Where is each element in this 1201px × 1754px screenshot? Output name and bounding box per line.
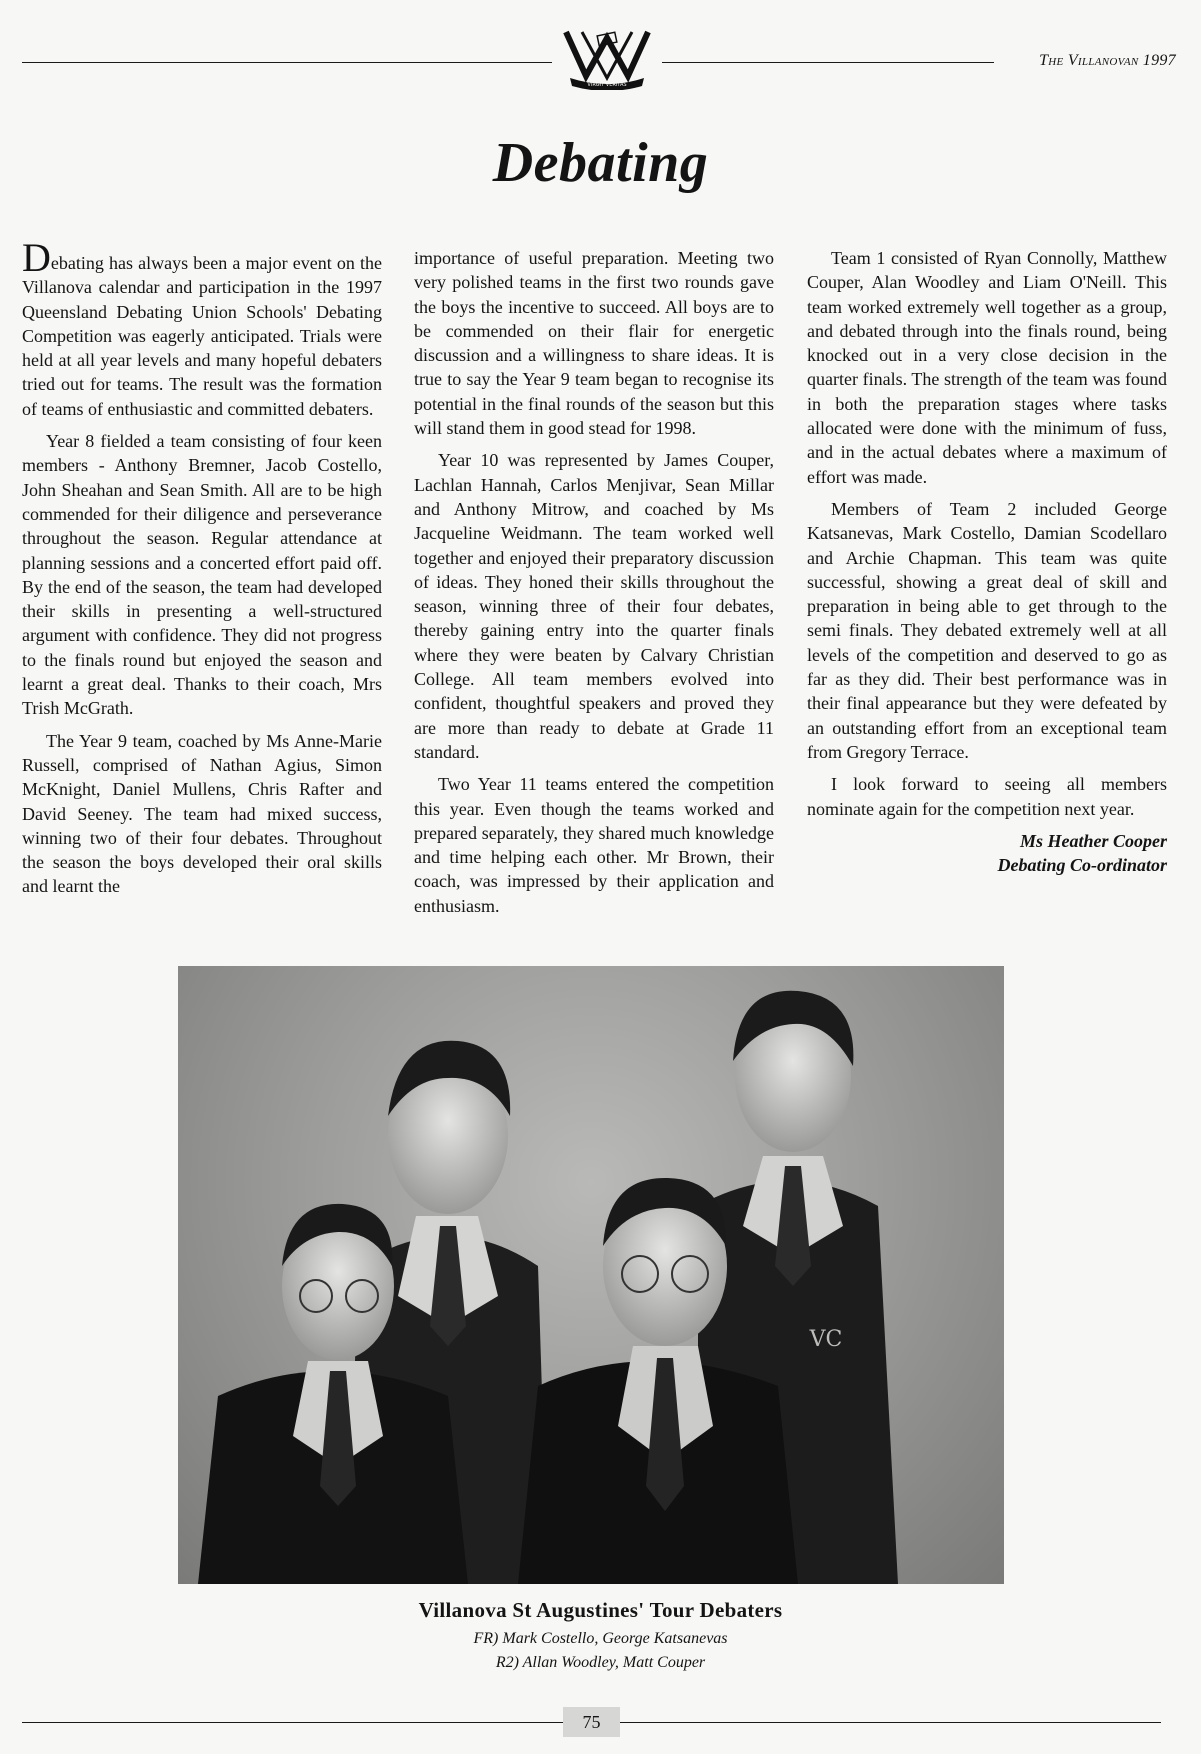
page-number: 75 [563, 1707, 620, 1737]
paragraph: The Year 9 team, coached by Ms Anne-Marie Russell, comprised of Nathan Agius, Simon McKnight, Daniel Mullens, Chris Rafter and David Seeney. The team had mixed success, winning two of their four debates. Throughout the season the boys developed their oral skills and learnt the [22, 730, 382, 897]
blazer-badge: VC [809, 1327, 843, 1352]
footer-rule-left [22, 1722, 563, 1723]
header-rule-right [662, 62, 994, 63]
paragraph: Year 10 was represented by James Couper, Lachlan Hannah, Carlos Menjivar, Sean Millar and Anthony Mitrow, and coached by Ms Jacqueline Weidmann. The team worked well together and enjoyed their preparatory discussion of ideas. They honed their skills throughout the season, winning three of their four debates, thereby gaining entry into the quarter finals where they were beaten by Calvary Christian College. All team members evolved into confident, thoughtful speakers and proved they are more than ready to debate at Grade 11 standard. [414, 450, 774, 762]
svg-text:VIRGIT VERITAS: VIRGIT VERITAS [587, 82, 627, 88]
paragraph: Team 1 consisted of Ryan Connolly, Matthew Couper, Alan Woodley and Liam O'Neill. This team worked extremely well together as a group, and debated through into the finals round, being knocked out in a very close decision in the quarter finals. The strength of the team was found in both the preparation stages where tasks allocated were done with the minimum of fuss, and in the actual debates where a maximum of effort was made. [807, 248, 1167, 487]
paragraph: Members of Team 2 included George Katsanevas, Mark Costello, Damian Scodellaro and Archie Chapman. This team was quite successful, showing a great deal of skill and preparation in being able to get through to the semi finals. They debated extremely well at all levels of the competition and deserved to go as far as they did. Their best performance was in their final appearance but they were defeated by an outstanding effort from an exceptional team from Gregory Terrace. [807, 498, 1167, 762]
article-column-1 [22, 235, 382, 907]
article-column-2 [414, 246, 774, 926]
team-photo [178, 966, 1004, 1584]
running-head: The Villanovan 1997 [1039, 52, 1176, 69]
paragraph: Year 8 fielded a team consisting of four keen members - Anthony Bremner, Jacob Costello, John Sheahan and Sean Smith. All are to be high commended for their diligence and perseverance throughout the season. Regular attendance at planning sessions and a concerted effort paid off. By the end of the season, the team had developed their skills in presenting a well-structured argument with confidence. They did not progress to the finals round but enjoyed the season and learnt a great deal. Thanks to their coach, Mrs Trish McGrath. [22, 431, 382, 719]
header-rule-left [22, 62, 552, 63]
team-photo-illustration [178, 966, 1004, 1584]
footer-rule-right [620, 1722, 1161, 1723]
signature-role: Debating Co-ordinator [997, 855, 1167, 876]
photo-caption-title: Villanova St Augustines' Tour Debaters [418, 1598, 783, 1622]
paragraph: Debating has always been a major event on the Villanova calendar and participation in the 1997 Queensland Debating Union Schools' Debating Competition was eagerly anticipated. Trials were held at all year levels and many hopeful debaters tried out for teams. The result was the formation of teams of enthusiastic and committed debaters. [22, 235, 382, 419]
college-crest-logo [552, 28, 662, 90]
photo-caption-line-1: FR) Mark Costello, George Katsanevas [473, 1630, 728, 1647]
page-title: Debating [492, 132, 709, 194]
signature-name: Ms Heather Cooper [1019, 830, 1167, 851]
paragraph: Two Year 11 teams entered the competition this year. Even though the teams worked and prepared separately, they shared much knowledge and time helping each other. Mr Brown, their coach, was impressed by their application and enthusiasm. [414, 774, 774, 916]
article-column-3 [807, 246, 1167, 877]
paragraph: importance of useful preparation. Meeting two very polished teams in the first two rounds gave the boys the incentive to succeed. All boys are to be commended on their flair for energetic discussion and a willingness to share ideas. It is true to say the Year 9 team began to recognise its potential in the final rounds of the season but this will stand them in good stead for 1998. [414, 248, 774, 439]
paragraph: I look forward to seeing all members nominate again for the competition next year. [807, 774, 1167, 819]
drop-cap: D [22, 235, 51, 280]
photo-caption-line-2: R2) Allan Woodley, Matt Couper [495, 1654, 706, 1671]
